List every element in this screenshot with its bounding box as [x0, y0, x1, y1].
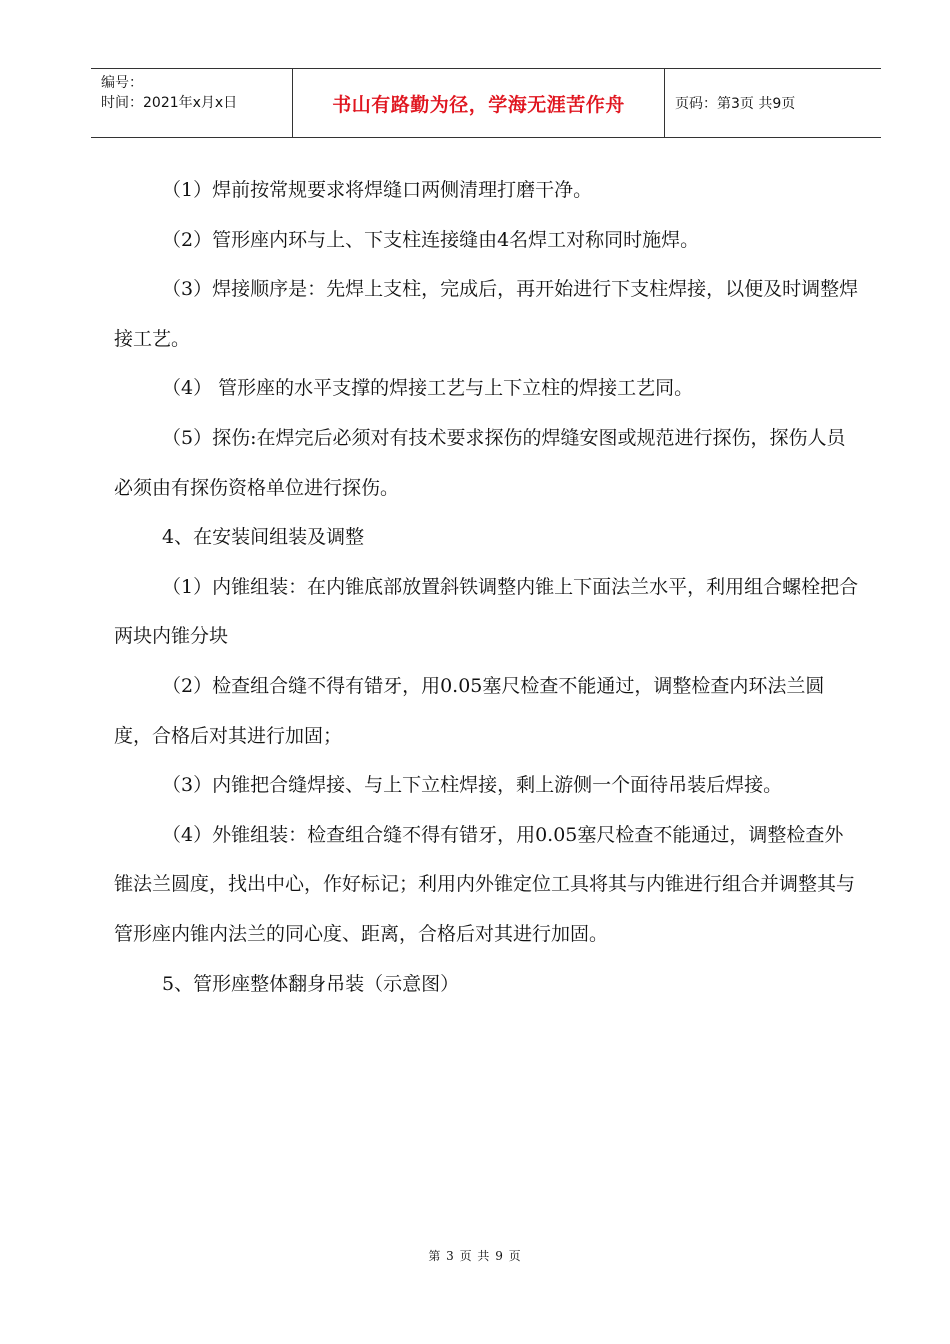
- paragraph: （3）焊接顺序是：先焊上支柱，完成后，再开始进行下支柱焊接，以便及时调整焊接工艺。: [114, 278, 859, 350]
- section-heading: 4、在安装间组装及调整: [162, 526, 365, 549]
- paragraph: （5）探伤:在焊完后必须对有技术要求探伤的焊缝安图或规范进行探伤，探伤人员必须由有探伤资格单位进行探伤。: [114, 426, 846, 499]
- paragraph: （3）内锥把合缝焊接、与上下立柱焊接，剩上游侧一个面待吊装后焊接。: [162, 774, 783, 797]
- header-table: [91, 68, 881, 138]
- time-label: 时间：2021年x月x日: [101, 95, 238, 111]
- paragraph: （1）焊前按常规要求将焊缝口两侧清理打磨干净。: [162, 179, 593, 201]
- paragraph: （1）内锥组装：在内锥底部放置斜铁调整内锥上下面法兰水平，利用组合螺栓把合两块内锥分块: [114, 575, 859, 648]
- number-label: 编号：: [101, 75, 143, 91]
- paragraph: （2）检查组合缝不得有错牙，用0.05塞尺检查不能通过，调整检查内环法兰圆度，合格后对其进行加固；: [114, 674, 825, 747]
- paragraph: （4） 管形座的水平支撑的焊接工艺与上下立柱的焊接工艺同。: [162, 377, 694, 400]
- paragraph: （4）外锥组装：检查组合缝不得有错牙，用0.05塞尺检查不能通过，调整检查外锥法兰圆度，找出中心，作好标记；利用内外锥定位工具将其与内锥进行组合并调整其与管形座内锥内法兰的同心度、距离，合格后对其进行加固。: [114, 823, 856, 945]
- document-body: [114, 166, 862, 1009]
- motto: 书山有路勤为径，学海无涯苦作舟: [293, 69, 665, 137]
- paragraph: （2）管形座内环与上、下支柱连接缝由4名焊工对称同时施焊。: [162, 228, 700, 251]
- header-page-label: 页码：第3页 共9页: [675, 96, 796, 112]
- header-left-cell: [91, 69, 293, 137]
- page-footer: 第 3 页 共 9 页: [428, 1249, 522, 1263]
- section-heading: 5、管形座整体翻身吊装（示意图）: [162, 972, 460, 995]
